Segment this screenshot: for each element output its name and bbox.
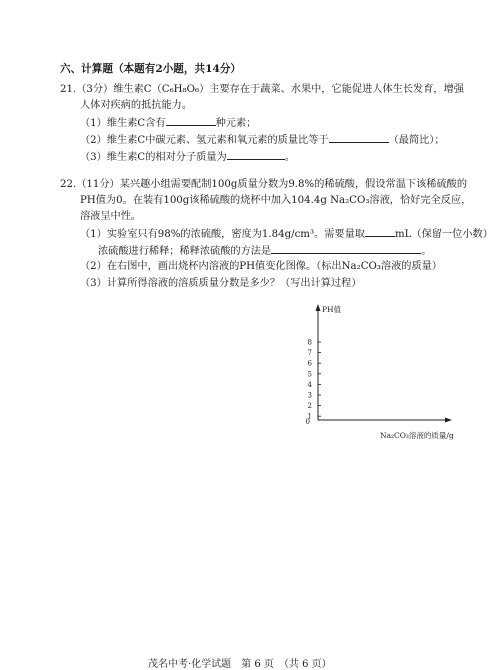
- q21-stem-line1: 21.（3分）维生素C（C₆H₈O₆）主要存在于蔬菜、水果中，它能促进人体生长发育，增强: [60, 84, 464, 95]
- x-axis-arrow-icon: [445, 418, 452, 423]
- q21-part3: [80, 149, 295, 165]
- q22-part1-unit: mL（保留一位小数）: [394, 229, 493, 240]
- q21-part3-text: （3）维生素C的相对分子质量为: [80, 152, 227, 163]
- q22-part1-text: （1）实验室只有98%的浓硫酸，密度为1.84g/cm³。需要量取: [80, 229, 365, 240]
- y-axis-ticks: [308, 339, 321, 421]
- q21-part2-suffix: （最简比）；: [388, 135, 445, 146]
- q21-part2-blank[interactable]: [329, 132, 389, 143]
- q22-part1-blank-volume[interactable]: [365, 226, 395, 237]
- page-footer: 茂名中考·化学试题 第 6 页 （共 6 页）: [148, 659, 332, 670]
- y-tick-label: 3: [307, 391, 312, 400]
- q22-part1-line1: [80, 226, 493, 242]
- section-title: 六、计算题（本题有2小题，共14分）: [60, 63, 242, 75]
- q21-part2-text: （2）维生素C中碳元素、氢元素和氧元素的质量比等于: [80, 135, 329, 146]
- y-tick-label: 8: [307, 338, 312, 347]
- q22-part3: （3）计算所得溶液的溶质质量分数是多少？（写出计算过程）: [80, 278, 362, 289]
- q22-part1-blank-method[interactable]: [271, 243, 421, 254]
- q21-part3-blank[interactable]: [227, 149, 285, 160]
- q21-part2: [80, 132, 445, 148]
- q22-part1-line2: [98, 243, 431, 259]
- origin-label: 0: [305, 418, 310, 426]
- q21-part1-text: （1）维生素C含有: [80, 118, 166, 129]
- y-tick-label: 6: [307, 359, 312, 368]
- q21-part3-suffix: 。: [284, 152, 295, 163]
- q21-part1-blank[interactable]: [166, 115, 216, 126]
- q21-stem-line2: 人体对疾病的抵抗能力。: [80, 100, 193, 111]
- y-tick-label: 1: [307, 412, 312, 421]
- y-tick-label: 2: [307, 402, 312, 411]
- y-axis-label: PH值: [322, 305, 342, 314]
- q22-part1-period: 。: [421, 246, 432, 257]
- q21-part1-suffix: 种元素；: [215, 118, 257, 129]
- y-tick-label: 4: [307, 380, 312, 389]
- q22-part1-method-text: 浓硫酸进行稀释；稀释浓硫酸的方法是: [98, 246, 272, 257]
- q22-stem-line1: 22.（11分）某兴趣小组需要配制100g质量分数为9.8%的稀硫酸，假设常温下该稀硫酸的: [60, 179, 468, 190]
- y-tick-label: 5: [307, 370, 312, 379]
- y-axis-arrow-icon: [316, 304, 321, 311]
- x-axis-label: Na₂CO₃溶液的质量/g: [380, 431, 454, 440]
- y-tick-label: 7: [307, 349, 312, 358]
- q22-part2: （2）在右图中，画出烧杯内溶液的PH值变化图像。（标出Na₂CO₃溶液的质量）: [80, 261, 443, 272]
- q22-stem-line2: PH值为0。在装有100g该稀硫酸的烧杯中加入104.4g Na₂CO₃溶液，恰好完全反应，: [80, 195, 472, 206]
- q22-stem-line3: 溶液呈中性。: [80, 211, 142, 222]
- ph-graph[interactable]: [290, 300, 470, 450]
- q21-part1: [80, 115, 256, 131]
